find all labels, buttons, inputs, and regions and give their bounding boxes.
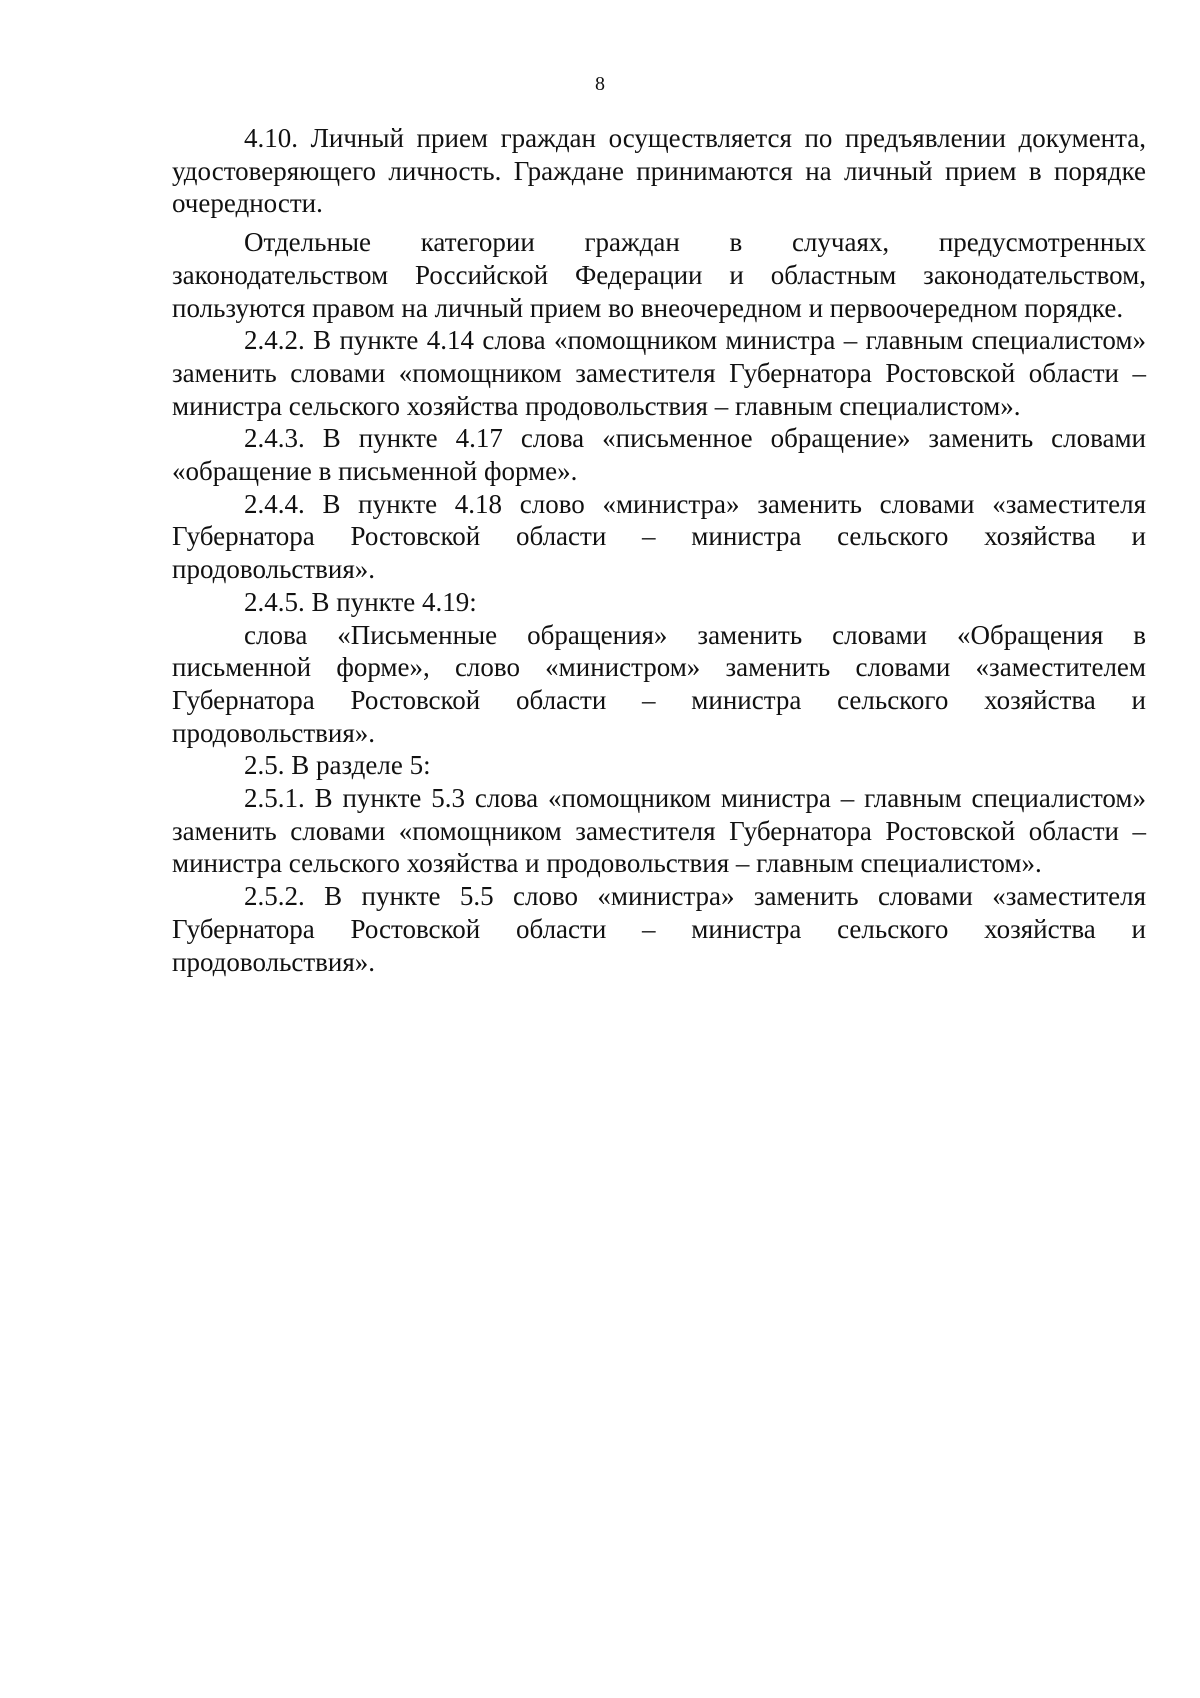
paragraph-2-4-4: 2.4.4. В пункте 4.18 слово «министра» заменить словами «заместителя Губернатора Ростовской области – министра сельского хозяйства и продовольствия». bbox=[172, 488, 1146, 585]
paragraph-2-4-5-words: слова «Письменные обращения» заменить словами «Обращения в письменной форме», слово «министром» заменить словами «заместителем Губернатора Ростовской области – министра сельского хозяйства и продовольствия». bbox=[172, 619, 1146, 748]
paragraph-4-10: 4.10. Личный прием граждан осуществляется по предъявлении документа, удостоверяющего личность. Граждане принимаются на личный прием в порядке очередности. bbox=[172, 123, 1146, 219]
document-body bbox=[172, 122, 1146, 978]
paragraph-2-4-5: 2.4.5. В пункте 4.19: bbox=[244, 586, 477, 617]
paragraph-2-5: 2.5. В разделе 5: bbox=[244, 750, 431, 781]
paragraph-2-4-3: 2.4.3. В пункте 4.17 слова «письменное обращение» заменить словами «обращение в письменной форме». bbox=[172, 423, 1146, 487]
paragraph-categories: Отдельные категории граждан в случаях, предусмотренных законодательством Российской Федерации и областным законодательством, пользуются правом на личный прием во внеочередном и первоочередном порядке. bbox=[172, 227, 1146, 323]
paragraph-2-4-2: 2.4.2. В пункте 4.14 слова «помощником министра – главным специалистом» заменить словами «помощником заместителя Губернатора Ростовской области – министра сельского хозяйства продовольствия – главным специалистом». bbox=[172, 325, 1146, 421]
paragraph-2-5-1: 2.5.1. В пункте 5.3 слова «помощником министра – главным специалистом» заменить словами «помощником заместителя Губернатора Ростовской области – министра сельского хозяйства и продовольствия – главным специалистом». bbox=[172, 783, 1146, 879]
paragraph-2-5-2: 2.5.2. В пункте 5.5 слово «министра» заменить словами «заместителя Губернатора Ростовской области – министра сельского хозяйства и продовольствия». bbox=[172, 881, 1146, 977]
page-number: 8 bbox=[595, 73, 605, 95]
